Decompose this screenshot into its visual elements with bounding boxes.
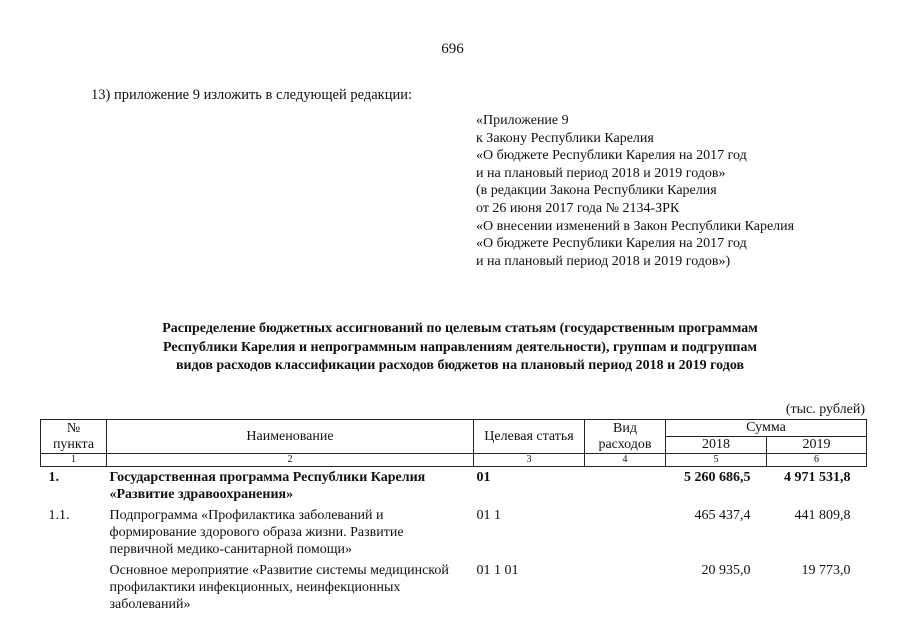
header-sum: Сумма [666, 420, 867, 437]
row-kind [585, 505, 666, 560]
table-row [41, 560, 867, 615]
column-number: 6 [767, 454, 867, 467]
row-number: 1. [48, 470, 59, 485]
title-line: Республики Карелия и непрограммным направлениям деятельности), группам и подгруппам [162, 339, 758, 355]
row-number: 1.1. [48, 508, 70, 523]
amendment-instruction: 13) приложение 9 изложить в следующей редакции: [91, 87, 413, 103]
title-line: Распределение бюджетных ассигнований по целевым статьям (государственным программам [162, 321, 758, 336]
page-number: 696 [441, 41, 464, 57]
column-number: 4 [585, 454, 666, 467]
budget-table [40, 419, 867, 615]
appendix-line: к Закону Республики Карелия [476, 130, 654, 146]
header-kind-line2: расходов [598, 436, 652, 452]
row-target: 01 [476, 470, 491, 485]
appendix-line: «О бюджете Республики Карелия на 2017 год [476, 148, 747, 164]
unit-label: (тыс. рублей) [785, 402, 865, 417]
column-number: 1 [41, 454, 107, 467]
document-title [100, 320, 820, 376]
header-name: Наименование [107, 420, 474, 454]
header-kind-line1: Вид [613, 420, 637, 436]
appendix-line: и на плановый период 2018 и 2019 годов» [476, 165, 726, 181]
row-name: Подпрограмма «Профилактика заболеваний и формирование здорового образа жизни. Развитие первичной медико-санитарной помощи» [109, 508, 404, 557]
title-line: видов расходов классификации расходов бюджетов на плановый период 2018 и 2019 годов [175, 358, 745, 373]
column-number: 5 [666, 454, 767, 467]
row-sum-2018: 20 935,0 [701, 563, 751, 578]
appendix-line: от 26 июня 2017 года № 2134-ЗРК [476, 200, 680, 216]
row-sum-2019: 19 773,0 [801, 563, 851, 578]
column-number: 2 [107, 454, 474, 467]
table-row [41, 505, 867, 560]
row-target: 01 1 01 [476, 563, 519, 578]
row-sum-2018: 465 437,4 [694, 508, 751, 523]
appendix-line: и на плановый период 2018 и 2019 годов») [476, 253, 731, 269]
row-sum-2018: 5 260 686,5 [684, 470, 751, 485]
appendix-line: «О бюджете Республики Карелия на 2017 год [476, 236, 747, 252]
row-kind [585, 467, 666, 506]
header-year-2019: 2019 [767, 437, 867, 454]
row-name: Основное мероприятие «Развитие системы медицинской профилактики инфекционных, неинфекционных заболеваний» [109, 563, 449, 612]
header-year-2018: 2018 [666, 437, 767, 454]
row-number [41, 560, 107, 615]
header-number-line1: № [66, 420, 81, 436]
table-row [41, 467, 867, 506]
appendix-line: «Приложение 9 [476, 113, 569, 128]
row-target: 01 1 [476, 508, 501, 523]
row-kind [585, 560, 666, 615]
header-number [41, 420, 107, 454]
header-kind [585, 420, 666, 454]
column-number: 3 [474, 454, 585, 467]
appendix-line: «О внесении изменений в Закон Республики Карелия [476, 218, 795, 234]
row-name: Государственная программа Республики Карелия «Развитие здравоохранения» [109, 470, 426, 502]
row-sum-2019: 441 809,8 [794, 508, 851, 523]
appendix-line: (в редакции Закона Республики Карелия [476, 183, 717, 199]
header-target: Целевая статья [474, 420, 585, 454]
header-number-line2: пункта [52, 436, 95, 452]
row-sum-2019: 4 971 531,8 [784, 470, 851, 485]
column-number-row [41, 454, 867, 467]
appendix-header [476, 112, 794, 270]
